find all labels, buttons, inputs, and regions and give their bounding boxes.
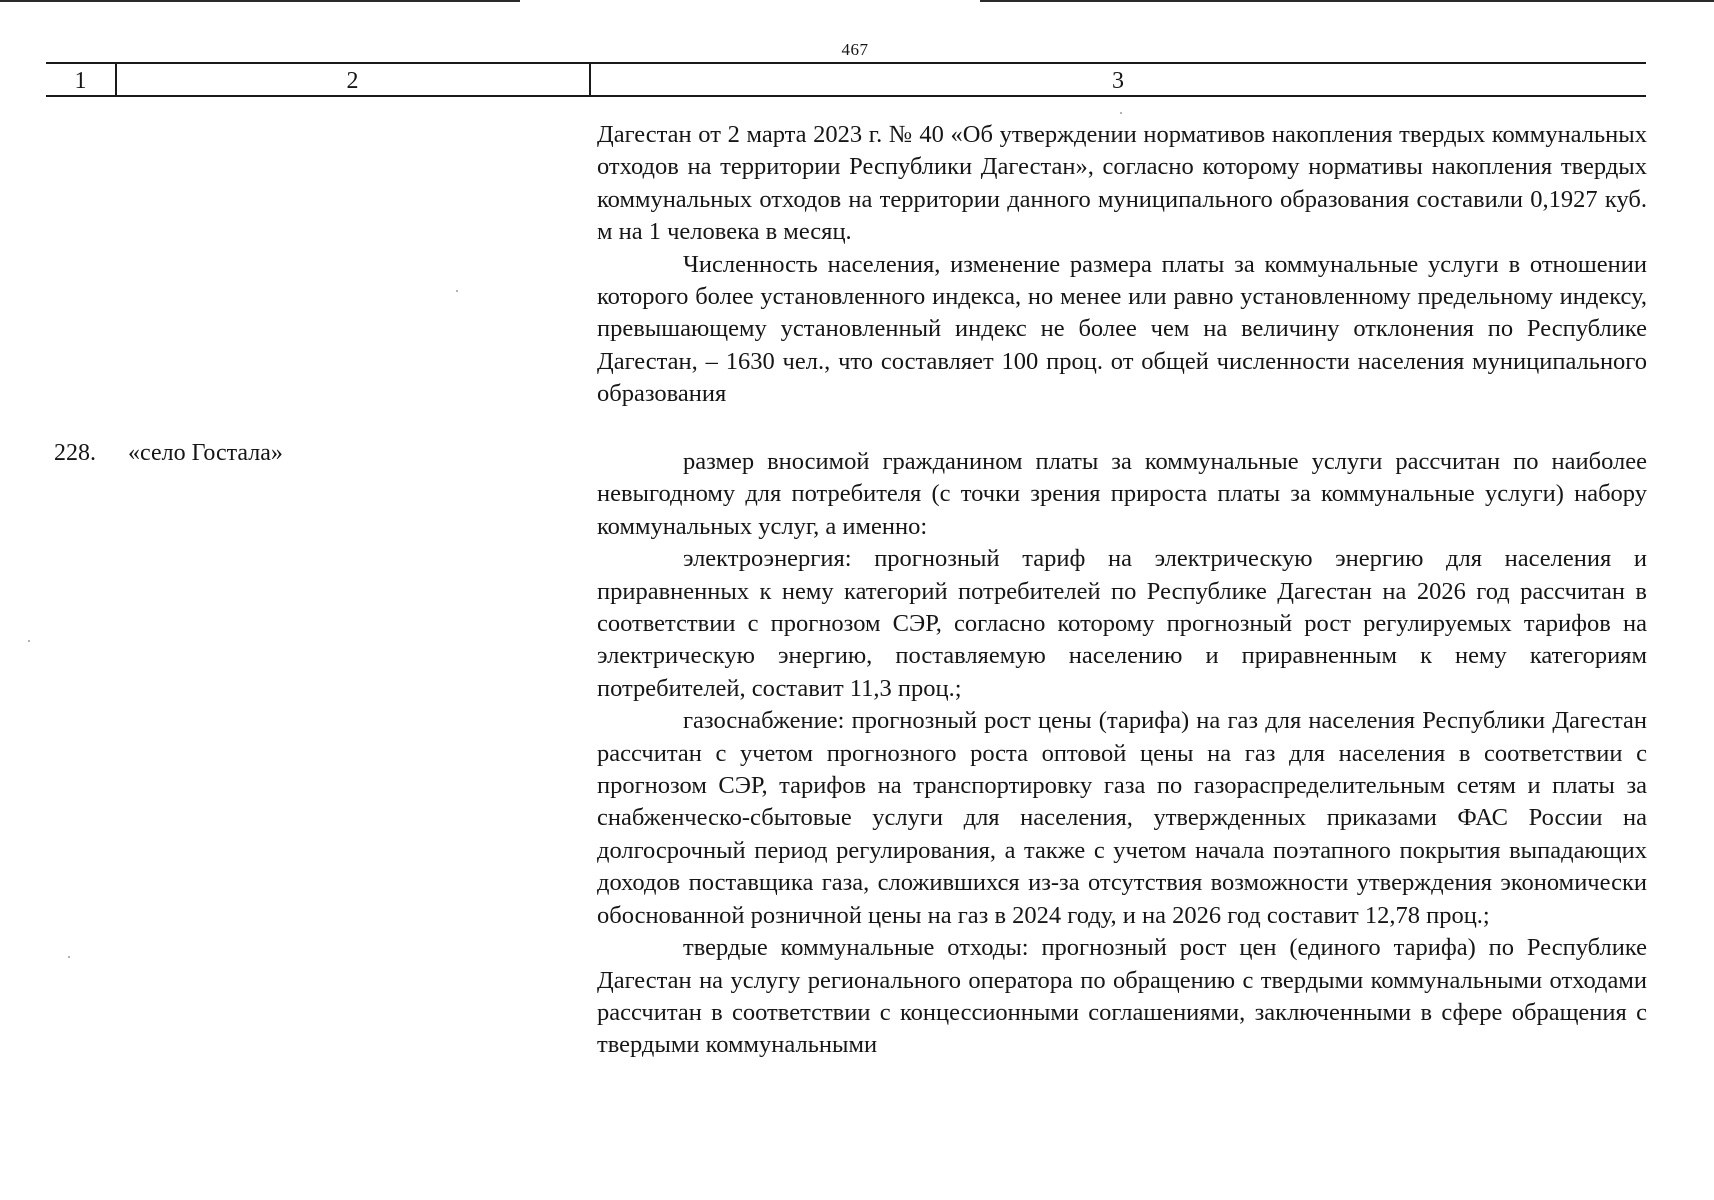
row-name: «село Гостала» <box>128 440 283 466</box>
continuation-paragraph-1: Дагестан от 2 марта 2023 г. № 40 «Об утверждении нормативов накопления твердых коммунальных отходов на территории Республики Дагестан», согласно которому нормативы накопления твердых коммунальных отходов на территории данного муниципального образования составили 0,1927 куб. м на 1 человека в месяц. <box>597 121 1647 246</box>
scan-speck <box>1120 112 1122 114</box>
continuation-text <box>597 119 1647 411</box>
description-paragraph-2: электроэнергия: прогнозный тариф на электрическую энергию для населения и приравненных к нему категорий потребителей по Республике Дагестан на 2026 год рассчитан в соответствии с прогнозом СЭР, согласно которому прогнозный рост регулируемых тарифов на электрическую энергию, поставляемую населению и приравненным к нему категориям потребителей, составит 11,3 проц.; <box>597 545 1647 702</box>
description-paragraph-3: газоснабжение: прогнозный рост цены (тарифа) на газ для населения Республики Дагестан рассчитан с учетом прогнозного роста оптовой цены на газ для населения в соответствии с прогнозом СЭР, тарифов на транспортировку газа по газораспределительным сетям и платы за снабженческо-сбытовые услуги для населения, утвержденных приказами ФАС России на долгосрочный период регулирования, а также с учетом начала поэтапного покрытия выпадающих доходов поставщика газа, сложившихся из-за отсутствия возможности утверждения экономически обоснованной розничной цены на газ в 2024 году, и на 2026 год составит 12,78 проц.; <box>597 707 1647 929</box>
column-header-2: 2 <box>346 68 359 94</box>
scan-edge-right <box>980 0 1714 2</box>
page-number: 467 <box>841 40 869 59</box>
scan-speck <box>68 956 70 958</box>
row-description <box>597 446 1647 1062</box>
continuation-paragraph-2: Численность населения, изменение размера платы за коммунальные услуги в отношении которого более установленного индекса, но менее или равно установленному предельному индексу, превышающему установленный индекс не более чем на величину отклонения по Республике Дагестан, – 1630 чел., что составляет 100 проц. от общей численности населения муниципального образования <box>597 250 1647 408</box>
description-paragraph-1: размер вносимой гражданином платы за коммунальные услуги рассчитан по наиболее невыгодному для потребителя (с точки зрения прироста платы за коммунальные услуги) набору коммунальных услуг, а именно: <box>597 448 1647 540</box>
scan-speck <box>28 640 30 642</box>
header-rule-top <box>46 62 1646 64</box>
description-paragraph-4: твердые коммунальные отходы: прогнозный рост цен (единого тарифа) по Республике Дагестан на услугу регионального оператора по обращению с твердыми коммунальными отходами рассчитан в соответствии с концессионными соглашениями, заключенными в сфере обращения с твердыми коммунальными <box>597 934 1647 1059</box>
row-number: 228. <box>54 440 96 466</box>
column-header-1: 1 <box>74 68 87 94</box>
scan-speck <box>456 290 458 292</box>
scan-edge-left <box>0 0 520 2</box>
column-header-3: 3 <box>1112 68 1124 94</box>
